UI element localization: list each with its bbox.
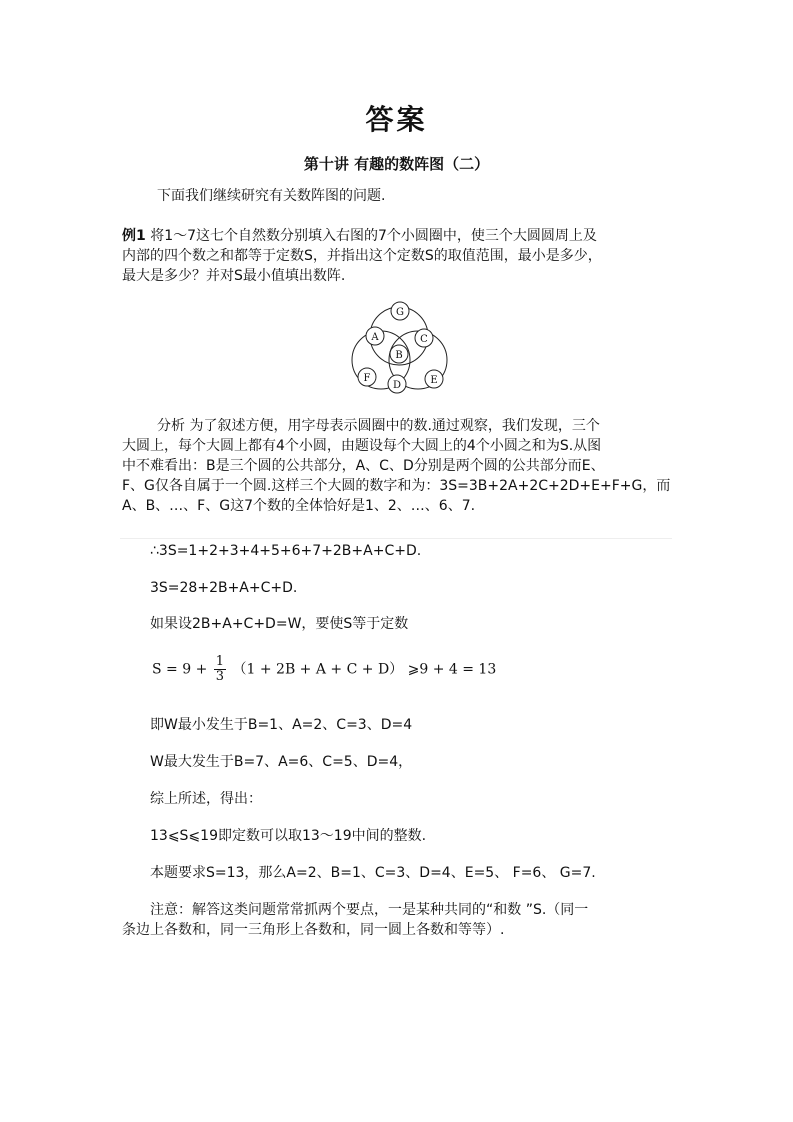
- fraction-numerator: 1: [215, 654, 225, 669]
- step-6: 综上所述，得出：: [150, 791, 262, 807]
- example-line-1: [122, 226, 597, 246]
- example-line-3: 最大是多少？并对S最小值填出数阵.: [122, 268, 346, 284]
- fraction-denominator: 3: [215, 669, 225, 684]
- example-line-2: 内部的四个数之和都等于定数S，并指出这个定数S的取值范围，最小是多少，: [122, 248, 602, 264]
- formula-lhs: S = 9 +: [152, 661, 208, 678]
- inequality-formula: [152, 655, 496, 684]
- step-1: ∴3S=1+2+3+4+5+6+7+2B+A+C+D.: [150, 543, 422, 559]
- formula-rhs: （1 + 2B + A + C + D） ⩾9 + 4 = 13: [232, 661, 497, 678]
- analysis-line-2: 大圆上，每个大圆上都有4个小圆，由题设每个大圆上的4个小圆之和为S.从图: [122, 438, 602, 454]
- analysis-line-4: F、G仅各自属于一个圆.这样三个大圆的数字和为：3S=3B+2A+2C+2D+E+F+G，而: [122, 478, 671, 494]
- number-array-diagram: [340, 292, 460, 400]
- step-2: 3S=28+2B+A+C+D.: [150, 580, 298, 596]
- example-label: 例1: [122, 228, 146, 244]
- step-7: 13⩽S⩽19即定数可以取13～19中间的整数.: [150, 828, 427, 844]
- label-b: B: [395, 350, 403, 361]
- intro-text: 下面我们继续研究有关数阵图的问题.: [157, 188, 386, 204]
- analysis-line-3: 中不难看出：B是三个圆的公共部分，A、C、D分别是两个圆的公共部分而E、: [122, 458, 605, 474]
- note-line-1: 注意：解答这类问题常常抓两个要点，一是某种共同的“和数 ”S.（同一: [150, 902, 589, 918]
- lecture-subtitle: 第十讲 有趣的数阵图（二）: [303, 155, 490, 173]
- step-3: 如果设2B+A+C+D=W，要使S等于定数: [150, 616, 409, 632]
- label-c: C: [420, 334, 428, 345]
- analysis-line-1: 分析 为了叙述方便，用字母表示圆圈中的数.通过观察，我们发现，三个: [157, 418, 600, 434]
- label-e: E: [430, 375, 438, 386]
- label-g: G: [396, 307, 404, 318]
- label-d: D: [392, 380, 402, 391]
- step-4: 即W最小发生于B=1、A=2、C=3、D=4: [150, 717, 413, 733]
- page-title: 答案: [365, 103, 428, 136]
- section-divider: [120, 538, 672, 539]
- label-a: A: [371, 332, 379, 343]
- analysis-line-5: A、B、…、F、G这7个数的全体恰好是1、2、…、6、7.: [122, 498, 476, 514]
- example-text-1: 将1～7这七个自然数分别填入右图的7个小圆圈中，使三个大圆圆周上及: [145, 228, 597, 244]
- one-third-fraction: [214, 655, 226, 684]
- label-f: F: [363, 373, 371, 384]
- step-8: 本题要求S=13，那么A=2、B=1、C=3、D=4、E=5、 F=6、 G=7.: [150, 865, 596, 881]
- step-5: W最大发生于B=7、A=6、C=5、D=4，: [150, 754, 413, 770]
- note-line-2: 条边上各数和，同一三角形上各数和，同一圆上各数和等等）.: [122, 922, 505, 938]
